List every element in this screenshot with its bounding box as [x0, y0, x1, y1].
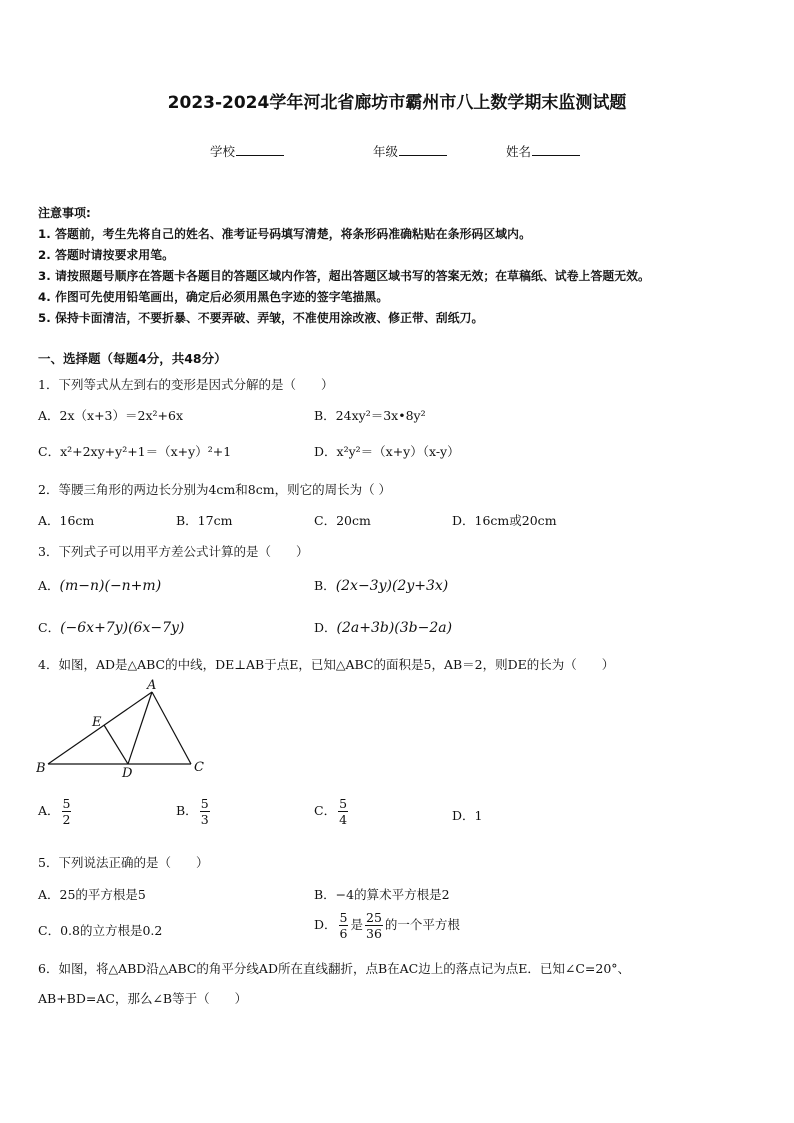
grade-blank[interactable] [399, 145, 447, 156]
question-3-stem: 3．下列式子可以用平方差公式计算的是（ ） [38, 544, 309, 559]
option-label: C． [38, 620, 61, 635]
name-field[interactable] [506, 142, 580, 160]
option-label: B． [314, 578, 336, 593]
fraction [338, 796, 348, 827]
question-2-option-c[interactable]: C．20cm [314, 513, 371, 528]
option-label: D． [314, 917, 337, 932]
fraction [365, 910, 383, 941]
question-2-option-a[interactable]: A．16cm [38, 513, 95, 528]
fraction [200, 796, 210, 827]
question-2-stem: 2．等腰三角形的两边长分别为4cm和8cm，则它的周长为（ ） [38, 482, 392, 497]
side-ac [152, 692, 191, 764]
question-4-stem: 4．如图，AD是△ABC的中线，DE⊥AB于点E，已知△ABC的面积是5，AB＝2，则DE的长为（ ） [38, 657, 615, 672]
question-5-option-d[interactable] [314, 910, 460, 941]
page-title: 2023-2024学年河北省廊坊市霸州市八上数学期末监测试题 [167, 93, 627, 113]
denominator: 6 [339, 926, 348, 941]
numerator: 5 [339, 910, 348, 925]
question-5-option-c[interactable]: C．0.8的立方根是0.2 [38, 923, 163, 938]
perpendicular-de [104, 725, 128, 764]
option-expression: (2x−3y)(2y+3x) [335, 578, 449, 594]
question-6-stem-line-2: AB+BD=AC，那么∠B等于（ ） [38, 991, 248, 1006]
option-label: D． [314, 620, 337, 635]
section-heading: 一、选择题（每题4分，共48分） [38, 351, 227, 366]
question-1-option-d[interactable]: D．x²y²＝（x+y）（x-y） [314, 444, 460, 459]
question-5-option-b[interactable]: B．−4的算术平方根是2 [314, 887, 450, 902]
triangle-diagram [36, 678, 216, 783]
denominator: 36 [366, 926, 382, 941]
notice-item: 3. 请按照题号顺序在答题卡各题目的答题区域内作答，超出答题区域书写的答案无效；在草稿纸、试卷上答题无效。 [38, 269, 650, 283]
fraction [339, 910, 349, 941]
question-2-option-d[interactable]: D．16cm或20cm [452, 513, 557, 528]
option-expression: (m−n)(−n+m) [59, 578, 162, 594]
option-label: A． [38, 578, 60, 593]
question-4-option-a[interactable] [38, 796, 73, 827]
grade-label: 年级 [373, 144, 399, 159]
option-expression: (−6x+7y)(6x−7y) [60, 620, 185, 636]
question-5-option-a[interactable]: A．25的平方根是5 [38, 887, 146, 902]
name-label: 姓名 [506, 144, 532, 159]
option-label: B． [176, 803, 198, 818]
question-5-stem: 5．下列说法正确的是（ ） [38, 855, 209, 870]
option-text: 的一个平方根 [384, 917, 460, 932]
question-1-option-c[interactable]: C．x²+2xy+y²+1＝（x+y）²+1 [38, 444, 232, 459]
name-blank[interactable] [532, 145, 580, 156]
grade-field[interactable] [373, 142, 447, 160]
school-field[interactable] [210, 142, 284, 160]
notice-item: 1. 答题前，考生先将自己的姓名、准考证号码填写清楚，将条形码准确粘贴在条形码区域内。 [38, 227, 531, 241]
notice-item: 2. 答题时请按要求用笔。 [38, 248, 175, 262]
point-c-label: C [194, 760, 204, 775]
numerator: 25 [366, 910, 382, 925]
denominator: 2 [62, 812, 71, 827]
notice-item: 5. 保持卡面清洁，不要折暴、不要弄破、弄皱，不准使用涂改液、修正带、刮纸刀。 [38, 311, 484, 325]
question-1-stem: 1．下列等式从左到右的变形是因式分解的是（ ） [38, 377, 334, 392]
denominator: 4 [339, 812, 348, 827]
option-label: C． [314, 803, 337, 818]
option-text: 是 [350, 917, 363, 932]
question-6-stem-line-1: 6．如图，将△ABD沿△ABC的角平分线AD所在直线翻折，点B在AC边上的落点记为点E．已知∠C=20°、 [38, 961, 631, 976]
question-3-option-a[interactable] [38, 576, 161, 594]
question-4-option-d[interactable]: D．1 [452, 808, 483, 823]
median-ad [128, 692, 152, 764]
option-label: A． [38, 803, 60, 818]
point-d-label: D [122, 766, 133, 781]
question-2-option-b[interactable]: B．17cm [176, 513, 233, 528]
numerator: 5 [339, 796, 348, 811]
point-b-label: B [36, 761, 46, 776]
option-expression: (2a+3b)(3b−2a) [336, 620, 453, 636]
numerator: 5 [200, 796, 209, 811]
notice-item: 4. 作图可先使用铅笔画出，确定后必须用黑色字迹的签字笔描黑。 [38, 290, 389, 304]
question-1-option-b[interactable]: B．24xy²＝3x•8y² [314, 408, 426, 423]
numerator: 5 [62, 796, 71, 811]
denominator: 3 [200, 812, 209, 827]
notice-heading: 注意事项: [38, 206, 91, 220]
school-label: 学校 [210, 144, 236, 159]
point-a-label: A [147, 678, 157, 693]
point-e-label: E [92, 715, 102, 730]
question-1-option-a[interactable]: A．2x（x+3）＝2x²+6x [38, 408, 183, 423]
question-3-option-d[interactable] [314, 618, 452, 636]
question-4-option-c[interactable] [314, 796, 350, 827]
question-4-option-b[interactable] [176, 796, 212, 827]
school-blank[interactable] [236, 145, 284, 156]
question-3-option-b[interactable] [314, 576, 448, 594]
fraction [62, 796, 72, 827]
question-3-option-c[interactable] [38, 618, 184, 636]
